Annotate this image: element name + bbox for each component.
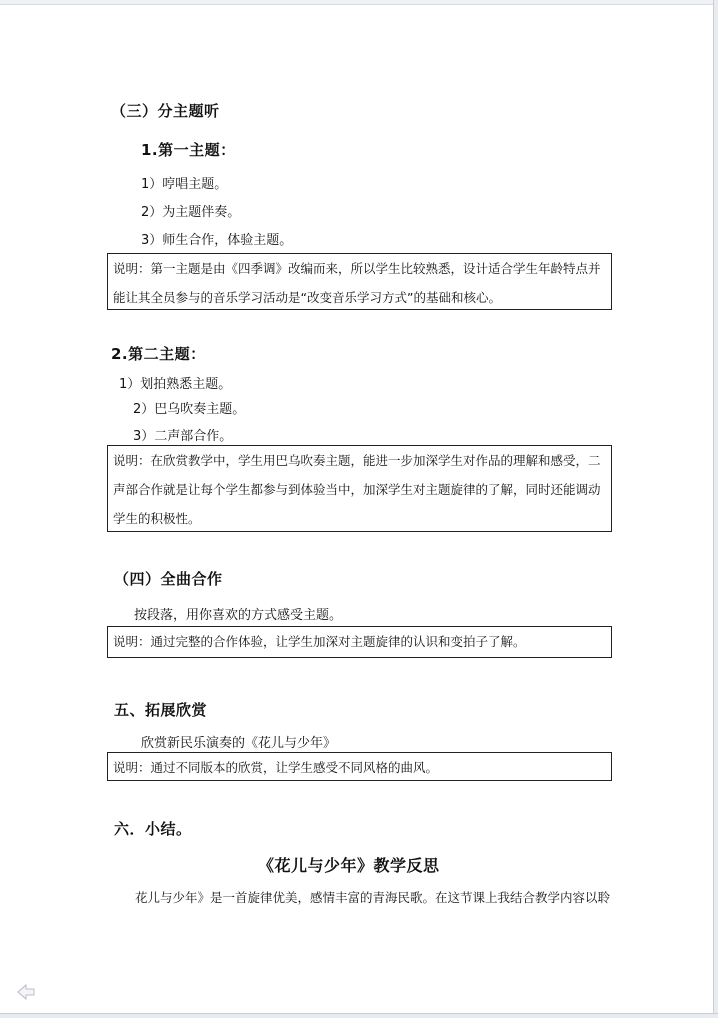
theme2-item-3: 3）二声部合作。 [133, 429, 233, 444]
section3-heading: （三）分主题听 [111, 102, 220, 120]
theme1-item-3: 3）师生合作，体验主题。 [141, 233, 293, 248]
section5-text: 欣赏新民乐演奏的《花儿与少年》 [141, 736, 337, 751]
window-top-border [0, 0, 718, 5]
section4-text: 按段落，用你喜欢的方式感受主题。 [134, 608, 343, 623]
theme1-heading: 1.第一主题： [141, 141, 236, 159]
window-right-border [713, 0, 718, 1018]
section5-note-box [107, 752, 612, 781]
section4-note-box [107, 626, 612, 658]
theme1-note-box [107, 253, 612, 310]
section4-note: 说明：通过完整的合作体验，让学生加深对主题旋律的认识和变拍子了解。 [113, 634, 526, 649]
theme2-note: 说明：在欣赏教学中，学生用巴乌吹奏主题，能进一步加深学生对作品的理解和感受，二声部合作就是让每个学生都参与到体验当中，加深学生对主题旋律的了解，同时还能调动学生的积极性。 [113, 453, 601, 526]
theme2-item-2: 2）巴乌吹奏主题。 [133, 402, 246, 417]
theme2-heading: 2.第二主题： [111, 345, 206, 363]
reflection-title: 《花儿与少年》教学反思 [258, 856, 440, 875]
section5-heading: 五、拓展欣赏 [114, 701, 208, 719]
window-bottom-border [0, 1013, 718, 1018]
theme2-item-1: 1）划拍熟悉主题。 [119, 377, 232, 392]
theme1-item-2: 2）为主题伴奏。 [141, 205, 241, 220]
section6-heading: 六．小结。 [114, 820, 192, 838]
theme1-item-1: 1）哼唱主题。 [141, 177, 228, 192]
back-arrow-icon[interactable] [16, 982, 36, 1002]
theme1-note: 说明：第一主题是由《四季调》改编而来，所以学生比较熟悉，设计适合学生年龄特点并能让其全员参与的音乐学习活动是“改变音乐学习方式”的基础和核心。 [113, 261, 601, 305]
reflection-text: 花儿与少年》是一首旋律优美，感情丰富的青海民歌。在这节课上我结合教学内容以聆 [135, 890, 611, 905]
section4-heading: （四）全曲合作 [114, 570, 223, 588]
section5-note: 说明：通过不同版本的欣赏，让学生感受不同风格的曲风。 [113, 760, 439, 775]
theme2-note-box [107, 445, 612, 532]
